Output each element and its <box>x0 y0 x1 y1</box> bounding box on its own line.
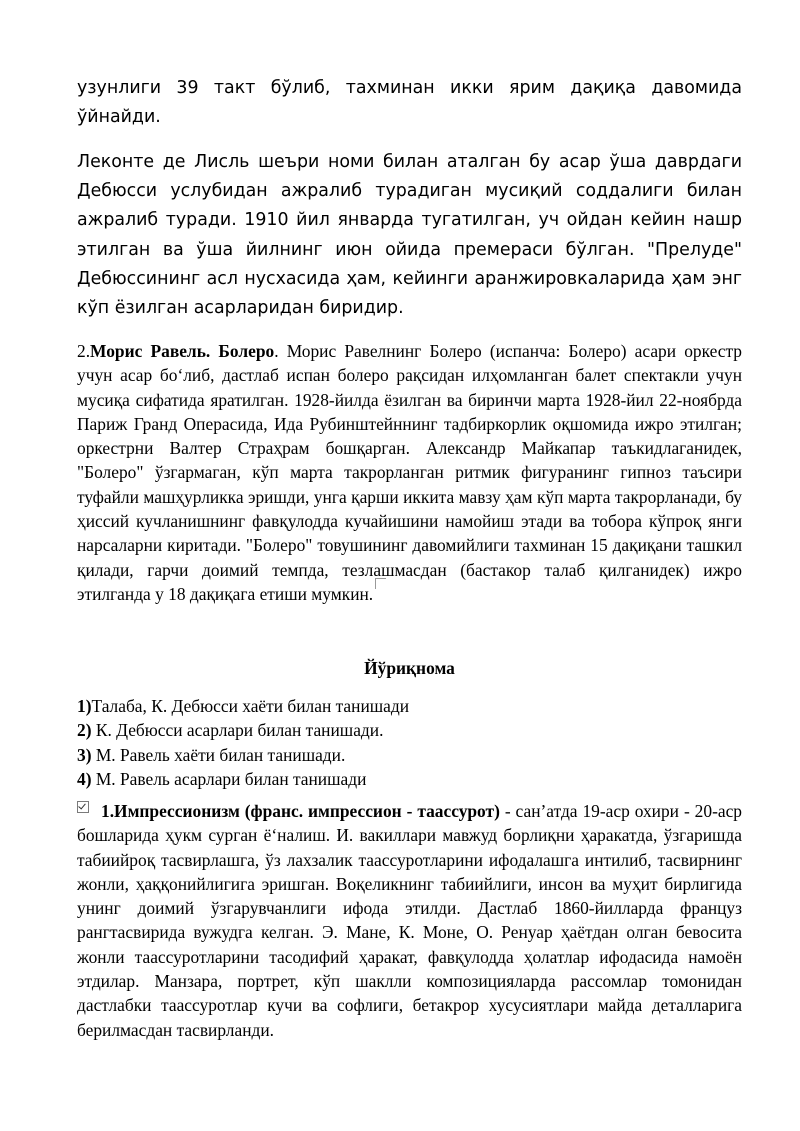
impressionism-text: - санʼатда 19-аср охири - 20-аср бошларида ҳукм сурган ёʻналиш. И. вакиллари мавжуд борлиқни ҳаракатда, ўзгаришда табиийроқ тасвирлашга, ўз лахзалик таассуротларини ифодалашга интилиб, тасвирнинг жонли, ҳаққонийлигига эришган. Воқеликнинг табиийлиги, инсон ва муҳит бирлигида унинг доимий ўзгарувчанлиги ифода этилди. Дастлаб 1860-йилларда француз рангтасвирида вужудга келган. Э. Мане, К. Моне, О. Ренуар ҳаётдан олган бевосита жонли таассуротларини тасодифий ҳаракат, фавқулодда ҳолатлар ифодасида намоён этдилар. Манзара, портрет, кўп шаклли композицияларда рассомлар томонидан дастлабки таассуротлар кучи ва софлиги, бетакрор хусусиятлари майда деталларига берилмасдан тасвирланди. <box>77 801 742 1040</box>
impressionism-paragraph <box>77 799 742 1042</box>
checkbox-icon[interactable] <box>77 801 89 813</box>
guide-item-number: 2) <box>77 720 92 741</box>
guide-item-text: М. Равель хаёти билан танишади. <box>91 744 346 765</box>
guide-heading: Йўриқнома <box>364 658 455 678</box>
guide-item-text: Талаба, К. Дебюсси хаёти билан танишади <box>91 696 410 716</box>
guide-item-text: М. Равель асарлари билан танишади <box>91 768 367 789</box>
ravel-number: 2. <box>77 341 91 361</box>
guide-item <box>77 694 742 718</box>
leconte-paragraph: Леконте де Лисль шеъри номи билан аталган бу асар ўша даврдаги Дебюсси услубидан ажралиб турадиган мусиқий соддалиги билан ажралиб туради. 1910 йил январда тугатилган, уч ойдан кейин нашр этилган ва ўша йилнинг июн ойида премераси бўлган. "Прелуде" Дебюссининг асл нусхасида ҳам, кейинги аранжировкаларида ҳам энг кўп ёзилган асарларидан биридир. <box>77 152 742 319</box>
guide-item-number: 4) <box>77 768 92 789</box>
guide-item <box>77 767 742 791</box>
intro-paragraph: узунлиги 39 такт бўлиб, тахминан икки ярим дақиқа давомида ўйнайди. <box>77 78 742 128</box>
ravel-text: . Морис Равелнинг Болеро (испанча: Болеро) асари оркестр учун асар боʻлиб, дастлаб испан болеро рақсидан илҳомланган балет спектакли учун мусиқа сифатида яратилган. 1928-йилда ёзилган ва биринчи марта 1928-йил 22-ноябрда Париж Гранд Операсида, Ида Рубинштейннинг тадбиркорлик оқшомида ижро этилган; оркестрни Валтер Страҳрам бошқарган. Александр Майкапар таъкидлаганидек, "Болеро" ўзгармаган, кўп марта такрорланган ритмик фигуранинг гипноз таъсири туфайли машҳурликка эришди, унга қарши иккита мавзу ҳам кўп марта такрорланади, бу ҳиссий кучланишнинг фавқулодда кучайишини намойиш этади ва тобора кўпроқ янги нарсаларни киритади. "Болеро" товушининг давомийлиги тахминан 15 дақиқани ташкил қилади, гарчи доимий темпда, тезлашмасдан (бастакор талаб қилганидек) ижро этилганда у 18 дақиқага етиши мумкин. <box>77 341 742 604</box>
ravel-paragraph <box>77 339 742 606</box>
corner-mark-icon <box>375 578 386 589</box>
guide-item-number: 1) <box>77 696 92 716</box>
guide-item-number: 3) <box>77 744 92 765</box>
impressionism-title: 1.Импрессионизм (франс. импрессион - таассурот) <box>101 801 500 821</box>
ravel-title: Морис Равель. Болеро <box>90 341 275 361</box>
guide-item-text: К. Дебюсси асарлари билан танишади. <box>91 720 384 741</box>
guide-item <box>77 743 742 767</box>
guide-item <box>77 718 742 742</box>
guide-list <box>77 694 742 791</box>
